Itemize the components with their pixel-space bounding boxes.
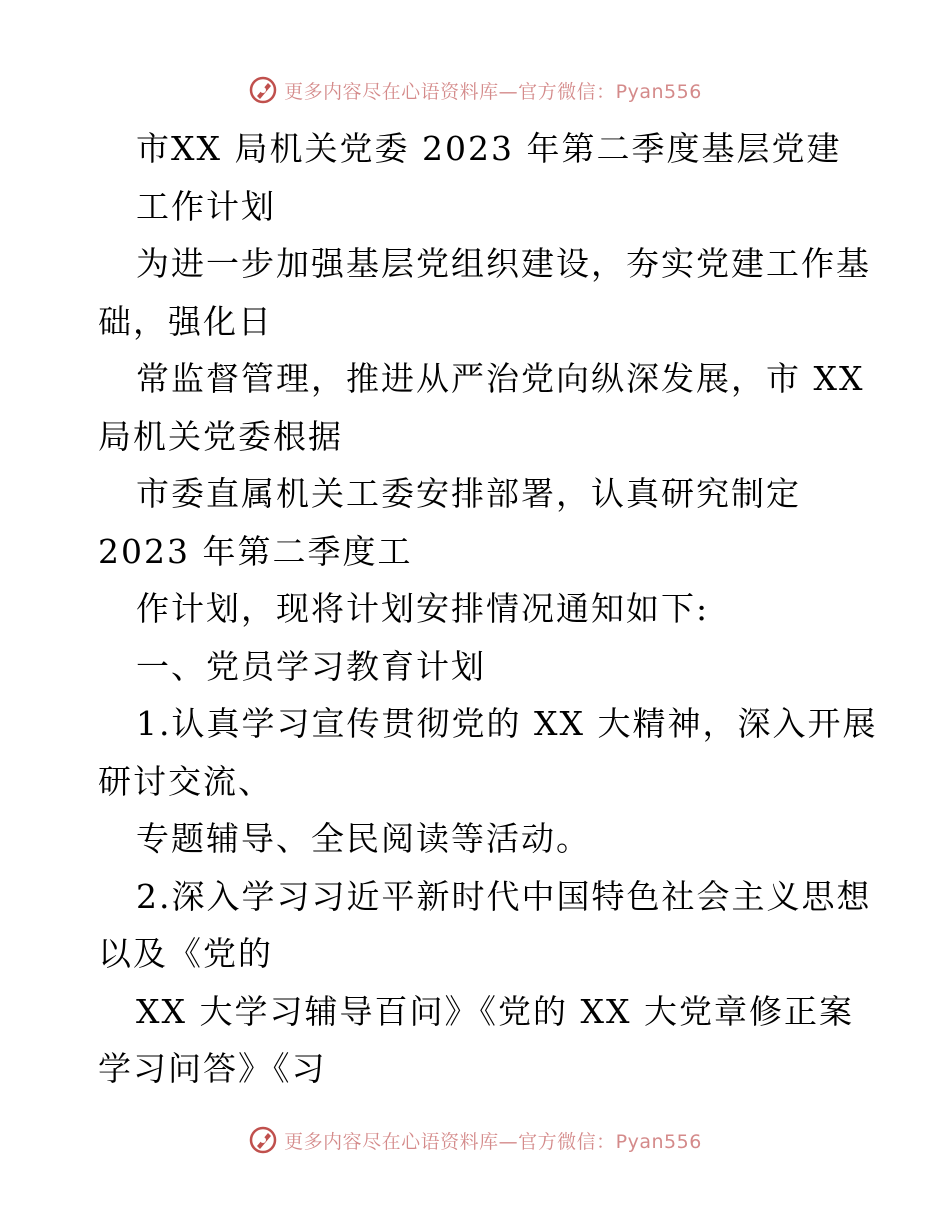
document-line: XX 大学习辅导百问》《党的 XX 大党章修正案 <box>136 991 854 1031</box>
pen-seal-icon <box>248 75 278 105</box>
header-banner <box>0 72 950 108</box>
document-line: 市XX 局机关党委 2023 年第二季度基层党建 <box>136 129 842 168</box>
document-line: 市委直属机关工委安排部署，认真研究制定 <box>136 474 801 513</box>
footer-banner-text: 更多内容尽在心语资料库—官方微信：Pyan556 <box>284 1130 702 1153</box>
header-banner-text: 更多内容尽在心语资料库—官方微信：Pyan556 <box>284 80 702 103</box>
document-line: 础，强化日 <box>98 301 273 341</box>
document-line: 学习问答》《习 <box>98 1049 327 1088</box>
document-line: 一、党员学习教育计划 <box>136 646 486 686</box>
document-line: 2023 年第二季度工 <box>98 531 413 571</box>
document-line: 为进一步加强基层党组织建设，夯实党建工作基 <box>136 244 871 283</box>
document-line: 专题辅导、全民阅读等活动。 <box>136 819 591 858</box>
document-line: 常监督管理，推进从严治党向纵深发展，市 XX <box>136 359 865 398</box>
pen-seal-icon <box>248 1125 278 1155</box>
document-line: 局机关党委根据 <box>98 416 343 456</box>
document-line: 作计划，现将计划安排情况通知如下: <box>136 589 710 628</box>
document-line: 以及《党的 <box>98 934 273 973</box>
document-body <box>98 120 878 1098</box>
document-line: 1.认真学习宣传贯彻党的 XX 大精神，深入开展 <box>136 704 878 743</box>
document-line: 2.深入学习习近平新时代中国特色社会主义思想 <box>136 876 872 916</box>
document-line: 研讨交流、 <box>98 761 273 801</box>
footer-banner <box>0 1122 950 1158</box>
document-line: 工作计划 <box>136 186 276 226</box>
